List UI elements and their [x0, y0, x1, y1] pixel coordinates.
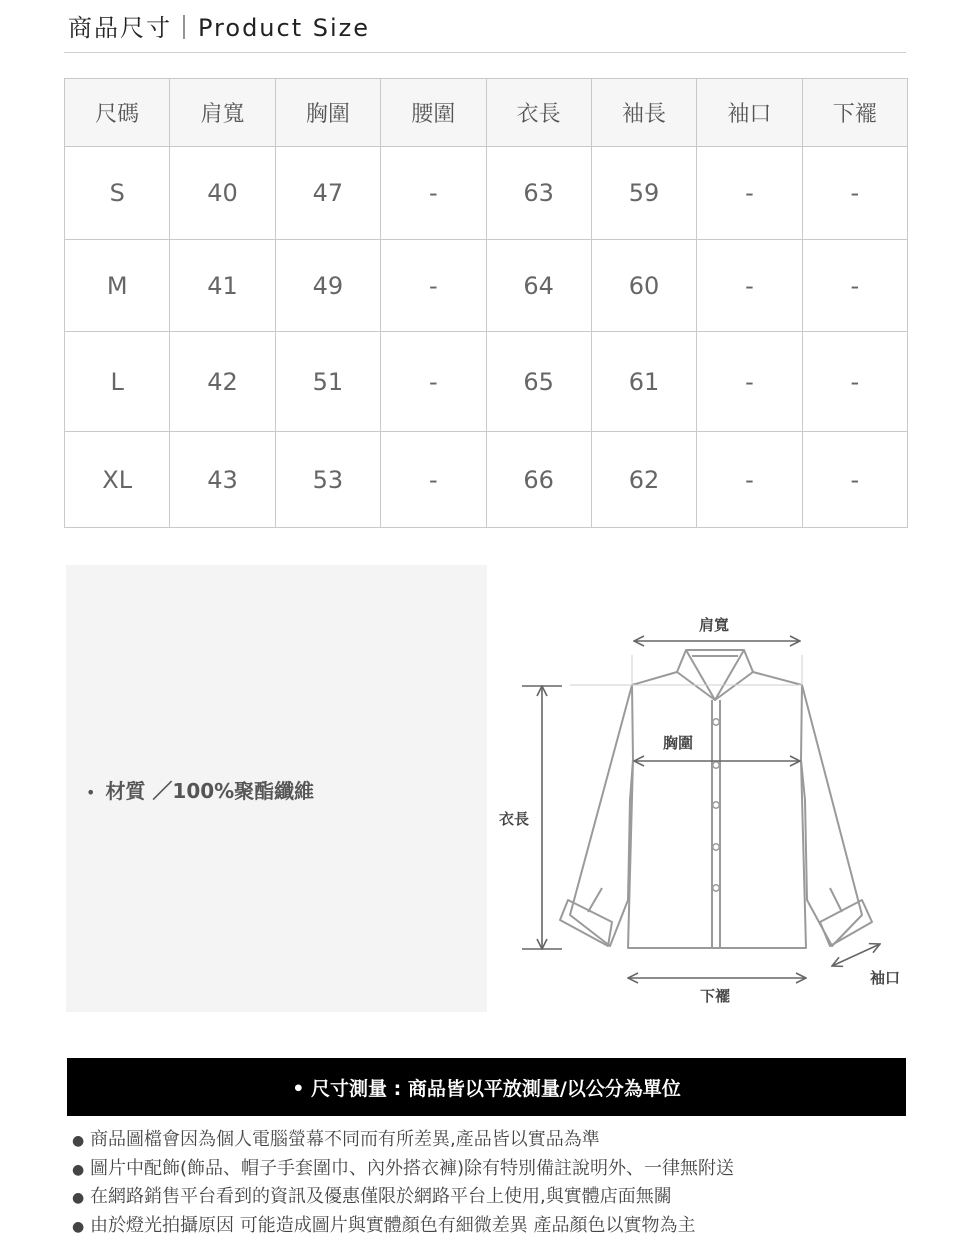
size-cell: XL [65, 432, 170, 528]
table-cell: - [381, 332, 486, 432]
table-cell: 61 [591, 332, 696, 432]
table-cell: - [697, 147, 802, 240]
table-cell: 51 [275, 332, 380, 432]
size-cell: L [65, 332, 170, 432]
bullet: ● [72, 1161, 85, 1178]
table-cell: 62 [591, 432, 696, 528]
cuff-label: 袖口 [869, 969, 901, 987]
table-cell: - [697, 332, 802, 432]
table-cell: 47 [275, 147, 380, 240]
bullet: ● [72, 1133, 85, 1149]
table-row [65, 432, 908, 528]
button-dots [713, 719, 719, 891]
table-row [65, 332, 908, 432]
table-cell: - [802, 147, 907, 240]
column-header: 下襬 [802, 79, 907, 147]
table-cell: - [802, 240, 907, 332]
size-table [64, 78, 908, 528]
list-item [72, 1212, 734, 1241]
column-header: 胸圍 [275, 79, 380, 147]
chest-label: 胸圍 [662, 734, 694, 752]
table-header-row [65, 79, 908, 147]
table-cell: - [802, 332, 907, 432]
column-header: 衣長 [486, 79, 591, 147]
shoulder-label: 肩寬 [698, 616, 730, 634]
list-item [72, 1155, 734, 1184]
list-item [72, 1126, 734, 1155]
table-cell: 64 [486, 240, 591, 332]
table-cell: - [802, 432, 907, 528]
material-info [86, 775, 314, 804]
table-cell: 66 [486, 432, 591, 528]
column-header: 肩寬 [170, 79, 275, 147]
page-title: 商品尺寸｜Product Size [68, 14, 371, 42]
guide-lines [570, 655, 802, 685]
table-cell: 60 [591, 240, 696, 332]
title-divider [64, 52, 906, 53]
length-label: 衣長 [498, 810, 530, 828]
measure-banner: • 尺寸測量 : 商品皆以平放測量/以公分為單位 [67, 1058, 906, 1116]
note-text: 圖片中配飾(飾品、帽子手套圍巾、內外搭衣褲)除有特別備註說明外、一律無附送 [90, 1157, 735, 1179]
column-header: 尺碼 [65, 79, 170, 147]
table-cell: 65 [486, 332, 591, 432]
table-cell: 41 [170, 240, 275, 332]
table-cell: 59 [591, 147, 696, 240]
table-row [65, 147, 908, 240]
table-row [65, 240, 908, 332]
hem-label: 下襬 [699, 987, 731, 1005]
table-cell: 42 [170, 332, 275, 432]
material-panel [66, 565, 487, 1012]
table-cell: 40 [170, 147, 275, 240]
table-cell: 53 [275, 432, 380, 528]
note-text: 商品圖檔會因為個人電腦螢幕不同而有所差異,產品皆以實品為準 [90, 1129, 600, 1150]
table-cell: 49 [275, 240, 380, 332]
table-cell: - [381, 240, 486, 332]
table-cell: - [381, 147, 486, 240]
table-cell: 43 [170, 432, 275, 528]
shirt-outline [560, 650, 872, 948]
note-text: 在網路銷售平台看到的資訊及優惠僅限於網路平台上使用,與實體店面無關 [90, 1186, 672, 1207]
table-cell: - [697, 432, 802, 528]
column-header: 袖長 [591, 79, 696, 147]
column-header: 腰圍 [381, 79, 486, 147]
notes-list [72, 1126, 734, 1240]
table-cell: - [697, 240, 802, 332]
table-cell: 63 [486, 147, 591, 240]
column-header: 袖口 [697, 79, 802, 147]
table-cell: - [381, 432, 486, 528]
size-cell: M [65, 240, 170, 332]
bullet: ● [72, 1190, 85, 1206]
list-item [72, 1183, 734, 1212]
size-cell: S [65, 147, 170, 240]
bullet: • [86, 783, 96, 802]
shirt-measurement-diagram [490, 560, 910, 1020]
note-text: 由於燈光拍攝原因 可能造成圖片與實體顏色有細微差異 產品顏色以實物為主 [90, 1214, 696, 1236]
material-text: 材質 ／100%聚酯纖維 [105, 779, 315, 803]
bullet: ● [72, 1218, 85, 1235]
